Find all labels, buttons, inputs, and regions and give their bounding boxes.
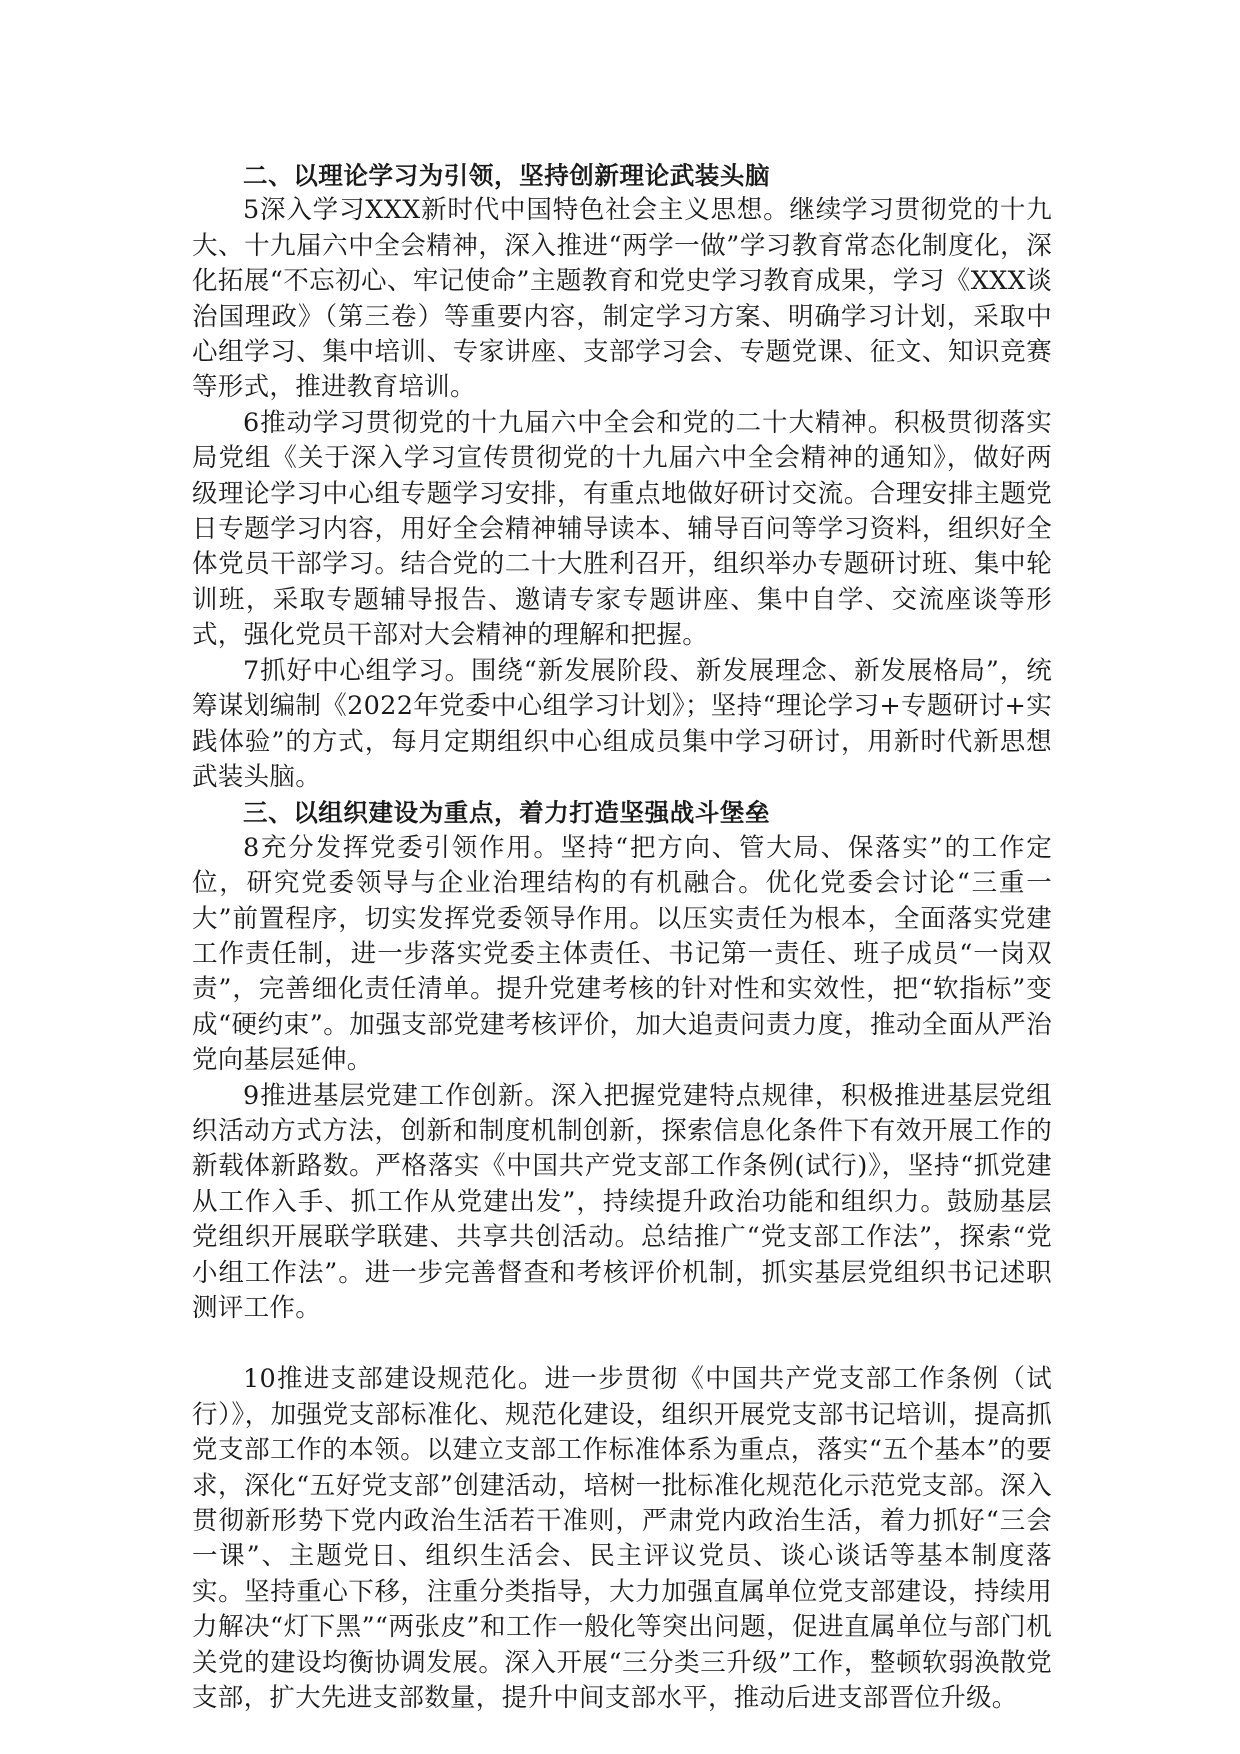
paragraph-10: 10推进支部建设规范化。进一步贯彻《中国共产党支部工作条例（试行）》，加强党支部标准化、规范化建设，组织开展党支部书记培训，提高抓党支部工作的本领。以建立支部工作标准体系为重点，落实“五个基本”的要求，深化“五好党支部”创建活动，培树一批标准化规范化示范党支部。深入贯彻新形势下党内政治生活若干准则，严肃党内政治生活，着力抓好“三会一课”、主题党日、组织生活会、民主评议党员、谈心谈话等基本制度落实。坚持重心下移，注重分类指导，大力加强直属单位党支部建设，持续用力解决“灯下黑”“两张皮”和工作一般化等突出问题，促进直属单位与部门机关党的建设均衡协调发展。深入开展“三分类三升级”工作，整顿软弱涣散党支部，扩大先进支部数量，提升中间支部水平，推动后进支部晋位升级。 bbox=[192, 1364, 1052, 1714]
paragraph-5: 5深入学习XXX新时代中国特色社会主义思想。继续学习贯彻党的十九大、十九届六中全会精神，深入推进“两学一做”学习教育常态化制度化，深化拓展“不忘初心、牢记使命”主题教育和党史学习教育成果，学习《XXX谈治国理政》（第三卷）等重要内容，制定学习方案、明确学习计划，采取中心组学习、集中培训、专家讲座、支部学习会、专题党课、征文、知识竞赛等形式，推进教育培训。 bbox=[192, 195, 1052, 403]
section-heading-3: 三、以组织建设为重点，着力打造坚强战斗堡垒 bbox=[243, 798, 771, 828]
document-body bbox=[192, 158, 1052, 1716]
paragraph-9: 9推进基层党建工作创新。深入把握党建特点规律，积极推进基层党组织活动方式方法，创新和制度机制创新，探索信息化条件下有效开展工作的新载体新路数。严格落实《中国共产党支部工作条例(试行)》，坚持“抓党建从工作入手、抓工作从党建出发”，持续提升政治功能和组织力。鼓励基层党组织开展联学联建、共享共创活动。总结推广“党支部工作法”，探索“党小组工作法”。进一步完善督查和考核评价机制，抓实基层党组织书记述职测评工作。 bbox=[192, 1080, 1052, 1323]
paragraph-8: 8充分发挥党委引领作用。坚持“把方向、管大局、保落实”的工作定位，研究党委领导与企业治理结构的有机融合。优化党委会讨论“三重一大”前置程序，切实发挥党委领导作用。以压实责任为根本，全面落实党建工作责任制，进一步落实党委主体责任、书记第一责任、班子成员“一岗双责”，完善细化责任清单。提升党建考核的针对性和实效性，把“软指标”变成“硬约束”。加强支部党建考核评价，加大追责问责力度，推动全面从严治党向基层延伸。 bbox=[192, 832, 1052, 1076]
paragraph-6: 6推动学习贯彻党的十九届六中全会和党的二十大精神。积极贯彻落实局党组《关于深入学习宣传贯彻党的十九届六中全会精神的通知》，做好两级理论学习中心组专题学习安排，有重点地做好研讨交流。合理安排主题党日专题学习内容，用好全会精神辅导读本、辅导百问等学习资料，组织好全体党员干部学习。结合党的二十大胜利召开，组织举办专题研讨班、集中轮训班，采取专题辅导报告、邀请专家专题讲座、集中自学、交流座谈等形式，强化党员干部对大会精神的理解和把握。 bbox=[192, 407, 1052, 651]
paragraph-7: 7抓好中心组学习。围绕“新发展阶段、新发展理念、新发展格局”，统筹谋划编制《2022年党委中心组学习计划》；坚持“理论学习+专题研讨+实践体验”的方式，每月定期组织中心组成员集中学习研讨，用新时代新思想武装头脑。 bbox=[192, 655, 1052, 792]
paragraph-gap bbox=[192, 1326, 1052, 1362]
section-heading-2: 二、以理论学习为引领，坚持创新理论武装头脑 bbox=[243, 161, 771, 190]
